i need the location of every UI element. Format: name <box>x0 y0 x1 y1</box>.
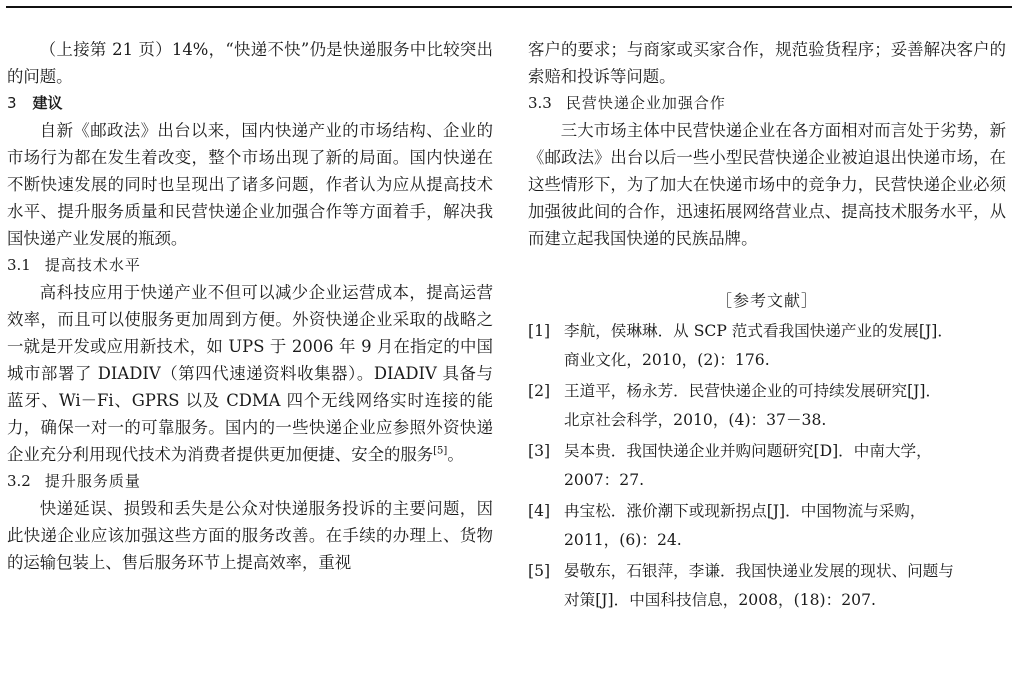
reference-text: 冉宝松．涨价潮下或现新拐点[J]．中国物流与采购， <box>564 502 926 520</box>
reference-text: 晏敬东，石银萍，李谦．我国快递业发展的现状、问题与 <box>564 562 954 580</box>
section-number: 3.1 <box>7 256 31 274</box>
left-column <box>7 36 493 576</box>
reference-item <box>528 557 1006 615</box>
section-title: 提升服务质量 <box>44 472 141 490</box>
reference-text: 吴本贵．我国快递企业并购问题研究[D]．中南大学， <box>564 442 932 460</box>
section-3-heading <box>7 90 493 117</box>
section-3-3-paragraph: 三大市场主体中民营快递企业在各方面相对而言处于劣势，新《邮政法》出台以后一些小型民营快递企业被迫退出快递市场，在这些情形下，为了加大在快递市场中的竞争力，民营快递企业必须加强彼此间的合作，迅速拓展网络营业点、提高技术服务水平，从而建立起我国快递的民族品牌。 <box>528 121 1006 248</box>
references-heading: ［参考文献］ <box>715 291 818 310</box>
reference-text-cont: 2007：27. <box>564 471 645 489</box>
right-column <box>528 36 1006 617</box>
reference-text-cont: 对策[J]．中国科技信息，2008，(18)：207. <box>564 591 876 609</box>
section-title: 建议 <box>32 94 63 112</box>
continued-paragraph: （上接第 21 页）14%，“快递不快”仍是快递服务中比较突出的问题。 <box>7 40 493 86</box>
reference-text-cont: 商业文化，2010，(2)：176. <box>564 351 770 369</box>
header-rule <box>6 6 1012 8</box>
reference-number: [1] <box>528 322 551 340</box>
citation-link[interactable]: [5] <box>433 445 448 457</box>
section-3-2-paragraph: 快递延误、损毁和丢失是公众对快递服务投诉的主要问题，因此快递企业应该加强这些方面的服务改善。在手续的办理上、货物的运输包装上、售后服务环节上提高效率，重视 <box>7 499 493 572</box>
paragraph-end: 。 <box>447 445 464 464</box>
section-number: 3.2 <box>7 472 31 490</box>
section-title: 民营快递企业加强合作 <box>565 94 726 112</box>
section-title: 提高技术水平 <box>44 256 141 274</box>
reference-number: [5] <box>528 562 551 580</box>
reference-item <box>528 317 1006 375</box>
section-3-1-paragraph <box>7 279 493 468</box>
reference-text: 王道平，杨永芳．民营快递企业的可持续发展研究[J]． <box>564 382 942 400</box>
paragraph-text: 高科技应用于快递产业不但可以减少企业运营成本，提高运营效率，而且可以使服务更加周到方便。外资快递企业采取的战略之一就是开发或应用新技术，如 UPS 于 2006 年 9 月在指定的中国城市部署了 DIADIV（第四代速递资料收集器）。DIADIV 具备与蓝牙、Wi－Fi、GPRS 以及 CDMA 四个无线网络实时连接的能力，确保一对一的可靠服务。国内的一些快递企业应参照外资快递企业充分利用现代技术为消费者提供更加便捷、安全的服务 <box>7 283 493 464</box>
continued-paragraph: 客户的要求；与商家或买家合作，规范验货程序；妥善解决客户的索赔和投诉等问题。 <box>528 40 1006 86</box>
section-3-2-heading <box>7 468 493 495</box>
reference-item <box>528 437 1006 495</box>
section-3-3-heading <box>528 90 1006 117</box>
reference-number: [3] <box>528 442 551 460</box>
section-number: 3 <box>7 94 17 112</box>
reference-number: [4] <box>528 502 551 520</box>
reference-item <box>528 377 1006 435</box>
section-3-paragraph: 自新《邮政法》出台以来，国内快递产业的市场结构、企业的市场行为都在发生着改变，整个市场出现了新的局面。国内快递在不断快速发展的同时也呈现出了诸多问题，作者认为应从提高技术水平、提升服务质量和民营快递企业加强合作等方面着手，解决我国快递产业发展的瓶颈。 <box>7 121 493 248</box>
section-3-1-heading <box>7 252 493 279</box>
reference-list <box>528 317 1006 615</box>
section-number: 3.3 <box>528 94 552 112</box>
reference-text: 李航，侯琳琳．从 SCP 范式看我国快递产业的发展[J]． <box>564 322 953 340</box>
reference-number: [2] <box>528 382 551 400</box>
reference-item <box>528 497 1006 555</box>
reference-text-cont: 2011，(6)：24. <box>564 531 682 549</box>
reference-text-cont: 北京社会科学，2010，(4)：37－38. <box>564 411 827 429</box>
